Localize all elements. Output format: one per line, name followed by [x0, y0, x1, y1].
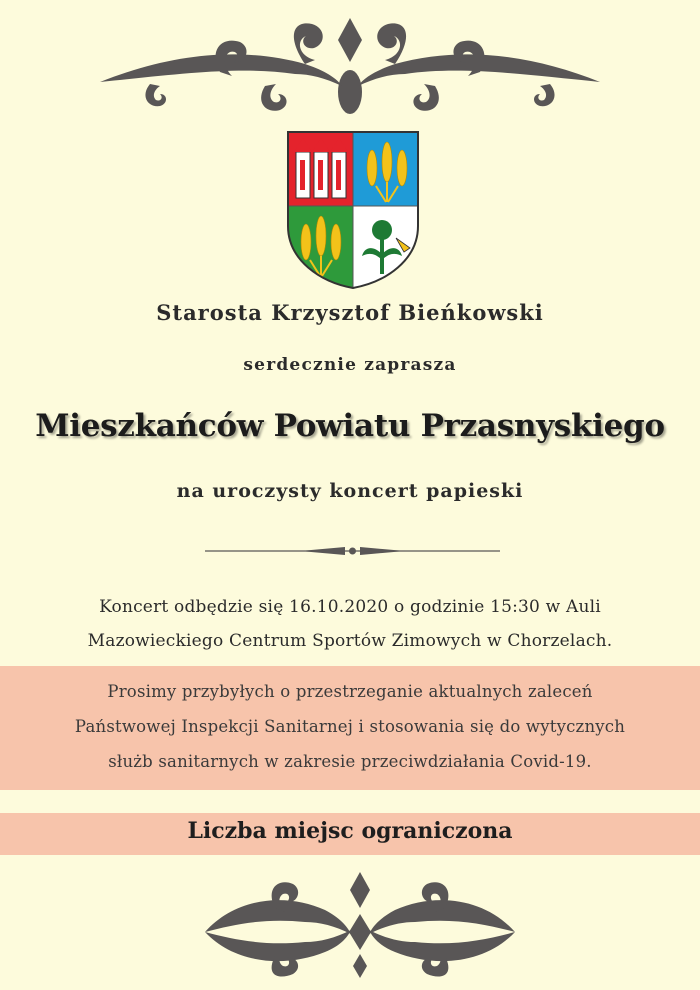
notice-line-3: służb sanitarnych w zakresie przeciwdziałania Covid-19.: [108, 752, 592, 771]
invitation-line: serdecznie zaprasza: [243, 355, 457, 375]
notice-line-2: Państwowej Inspekcji Sanitarnej i stosowania się do wytycznych: [74, 717, 626, 736]
concert-line: na uroczysty koncert papieski: [176, 480, 524, 502]
divider-ornament-icon: [205, 544, 500, 558]
ornament-bottom-icon: [195, 868, 525, 980]
notice-line-1: Prosimy przybyłych o przestrzeganie aktualnych zaleceń: [107, 682, 593, 701]
sanitary-notice: [0, 674, 700, 779]
concert-info: [0, 590, 700, 658]
ornament-top-icon: [90, 14, 610, 124]
starosta-line: Starosta Krzysztof Bieńkowski: [156, 300, 544, 325]
page-title: Mieszkańców Powiatu Przasnyskiego: [35, 408, 665, 444]
coat-of-arms-icon: [286, 130, 420, 290]
limited-seats-text: Liczba miejsc ograniczona: [187, 818, 513, 844]
concert-info-line-1: Koncert odbędzie się 16.10.2020 o godzinie 15:30 w Auli: [99, 597, 601, 617]
concert-info-line-2: Mazowieckiego Centrum Sportów Zimowych w Chorzelach.: [87, 631, 613, 651]
